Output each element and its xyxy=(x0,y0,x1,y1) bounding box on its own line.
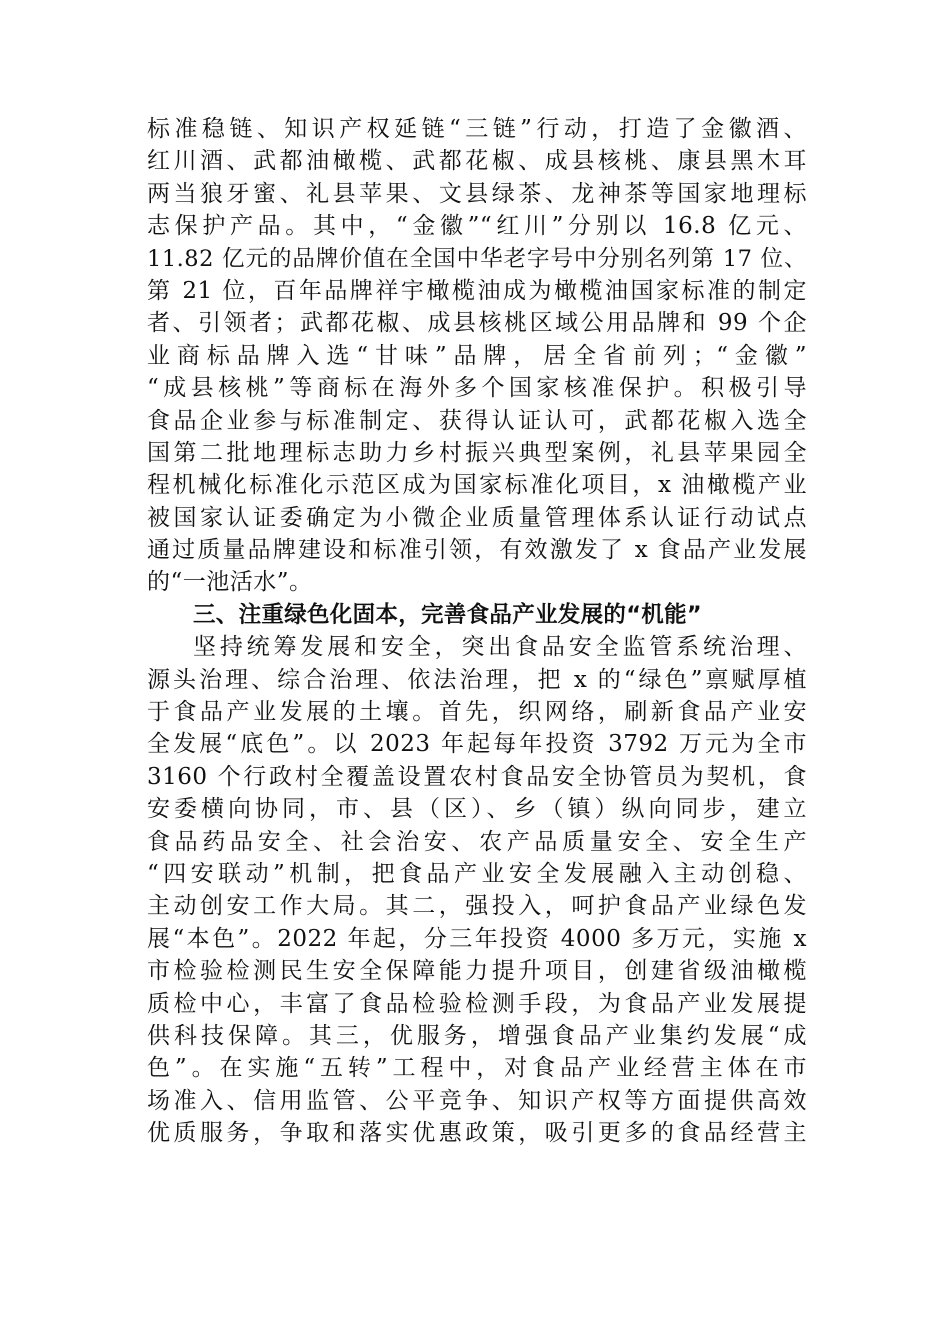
text-line: 通过质量品牌建设和标准引领，有效激发了 x 食品产业发展 xyxy=(147,537,807,564)
text-line: 红川酒、武都油橄榄、武都花椒、成县核桃、康县黑木耳 xyxy=(147,148,807,175)
text-line: 志保护产品。其中，“金徽”“红川”分别以 16.8 亿元、 xyxy=(147,213,807,240)
text-line: 程机械化标准化示范区成为国家标准化项目，x 油橄榄产业 xyxy=(147,472,807,499)
text-line: 场准入、信用监管、公平竞争、知识产权等方面提供高效 xyxy=(147,1087,807,1114)
text-line: 3160 个行政村全覆盖设置农村食品安全协管员为契机，食 xyxy=(147,763,807,790)
text-line: 于食品产业发展的土壤。首先，织网络，刷新食品产业安 xyxy=(147,699,807,726)
text-line: 市检验检测民生安全保障能力提升项目，创建省级油橄榄 xyxy=(147,958,807,985)
text-line: 全发展“底色”。以 2023 年起每年投资 3792 万元为全市 xyxy=(147,731,807,758)
text-line: 安委横向协同，市、县（区）、乡（镇）纵向同步，建立 xyxy=(147,796,807,823)
text-line: 的“一池活水”。 xyxy=(147,569,313,596)
text-line: 主动创安工作大局。其二，强投入，呵护食品产业绿色发 xyxy=(147,893,807,920)
text-line: 源头治理、综合治理、依法治理，把 x 的“绿色”禀赋厚植 xyxy=(147,666,807,693)
text-line: 食品企业参与标准制定、获得认证认可，武都花椒入选全 xyxy=(147,407,807,434)
text-line: 两当狼牙蜜、礼县苹果、文县绿茶、龙神茶等国家地理标 xyxy=(147,180,807,207)
section-heading: 三、注重绿色化固本，完善食品产业发展的“机能” xyxy=(193,601,702,628)
text-line: 标准稳链、知识产权延链“三链”行动，打造了金徽酒、 xyxy=(147,116,807,142)
paragraph-green-development xyxy=(147,631,807,1149)
text-line: 者、引领者；武都花椒、成县核桃区域公用品牌和 99 个企 xyxy=(147,310,807,337)
text-line: “四安联动”机制，把食品产业安全发展融入主动创稳、 xyxy=(147,860,807,887)
text-line: 展“本色”。2022 年起，分三年投资 4000 多万元，实施 x xyxy=(147,925,807,952)
text-line: 坚持统筹发展和安全，突出食品安全监管系统治理、 xyxy=(193,634,807,661)
text-line: 第 21 位，百年品牌祥宇橄榄油成为橄榄油国家标准的制定 xyxy=(147,277,807,304)
text-line: 11.82 亿元的品牌价值在全国中华老字号中分别名列第 17 位、 xyxy=(147,245,807,272)
paragraph-brand-building xyxy=(147,113,807,599)
text-line: 业商标品牌入选“甘味”品牌，居全省前列；“金徽” xyxy=(147,342,807,369)
text-line: 优质服务，争取和落实优惠政策，吸引更多的食品经营主 xyxy=(147,1120,807,1147)
document-page xyxy=(147,113,807,1150)
text-line: 国第二批地理标志助力乡村振兴典型案例，礼县苹果园全 xyxy=(147,439,807,466)
text-line: 食品药品安全、社会治安、农产品质量安全、安全生产 xyxy=(147,828,807,855)
text-line: 被国家认证委确定为小微企业质量管理体系认证行动试点 xyxy=(147,504,807,531)
text-line: 供科技保障。其三，优服务，增强食品产业集约发展“成 xyxy=(147,1022,807,1049)
text-line: “成县核桃”等商标在海外多个国家核准保护。积极引导 xyxy=(147,375,807,402)
text-line: 质检中心，丰富了食品检验检测手段，为食品产业发展提 xyxy=(147,990,807,1017)
text-line: 色”。在实施“五转”工程中，对食品产业经营主体在市 xyxy=(147,1055,807,1082)
